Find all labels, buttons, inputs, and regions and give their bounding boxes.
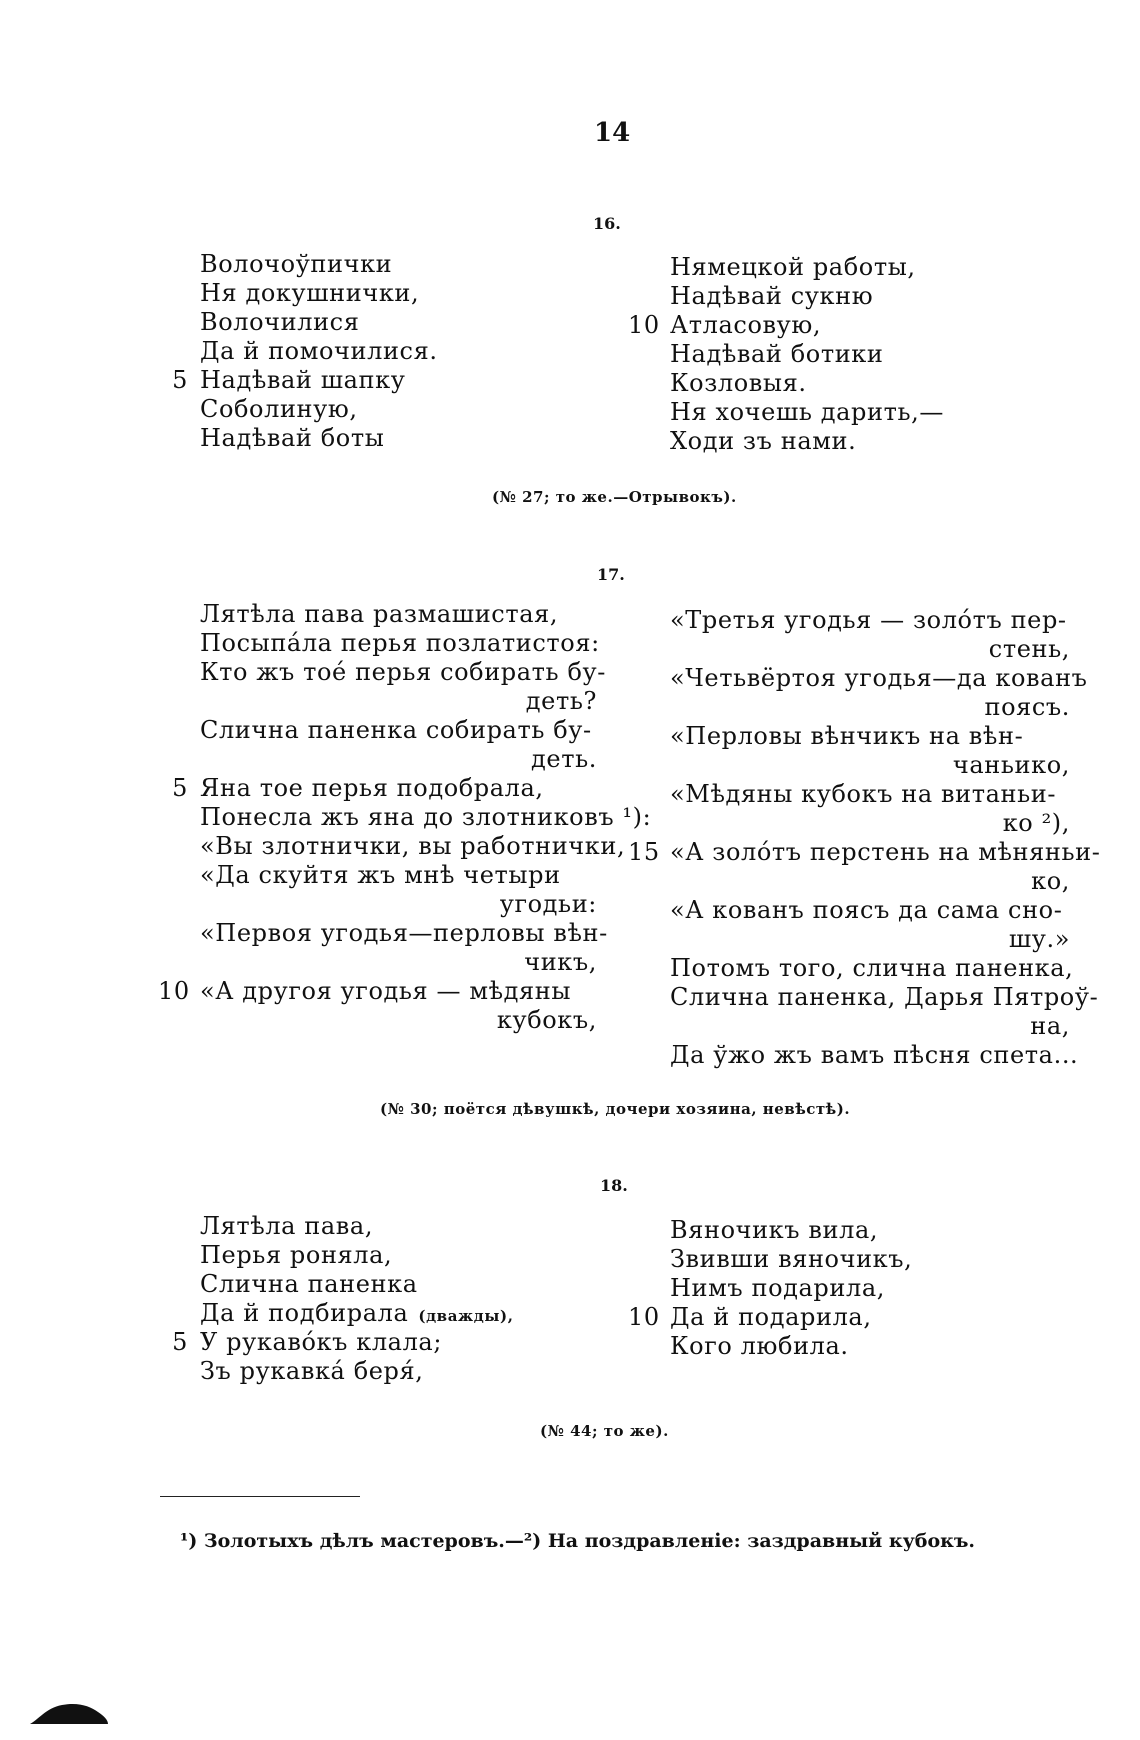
verse-text: Посыпа́ла перья позлатистоя: xyxy=(200,629,600,657)
verse-text: Понесла жъ яна до злотниковъ ¹): xyxy=(200,803,652,831)
verse-text: Волочилися xyxy=(200,308,360,336)
verse-line xyxy=(200,832,626,861)
verse-text: Кого любила. xyxy=(670,1332,849,1360)
verse-text: Козловыя. xyxy=(670,369,807,397)
verse-text: Лятѣла пава размашистая, xyxy=(200,600,559,628)
verse-line xyxy=(200,1270,530,1299)
verse-line xyxy=(670,664,1088,693)
verse-text: Нямецкой работы, xyxy=(670,253,916,281)
song-17-right-column xyxy=(628,606,1101,1070)
verse-text: Надѣвай ботики xyxy=(670,340,884,368)
verse-text: Да ўжо жъ вамъ пѣсня спета... xyxy=(670,1041,1079,1069)
verse-line xyxy=(670,1332,960,1361)
verse-text: Зъ рукавка́ беря́, xyxy=(200,1357,424,1385)
verse-line xyxy=(200,395,530,424)
verse-line xyxy=(670,722,1070,751)
line-number: 5 xyxy=(172,774,188,802)
verse-line xyxy=(670,340,960,369)
verse-text: «Да скуйтя жъ мнѣ четыри xyxy=(200,861,561,889)
footnote: ¹) Золотыхъ дѣлъ мастеровъ.—²) На поздравленіе: заздравный кубокъ. xyxy=(180,1530,976,1552)
repeat-note: (дважды), xyxy=(418,1307,514,1325)
verse-text: «А золо́тъ перстень на мѣняньи- xyxy=(670,838,1101,866)
line-number: 15 xyxy=(628,838,660,866)
verse-text: «Четьвёртоя угодья—да кованъ xyxy=(670,664,1088,692)
verse-text: Волочоўпички xyxy=(200,250,393,278)
verse-text: Надѣвай шапку xyxy=(200,366,406,394)
verse-text: «Вы злотнички, вы работнички, xyxy=(200,832,626,860)
verse-line xyxy=(628,838,1101,867)
verse-text: Надѣвай боты xyxy=(200,424,385,452)
song-16-left-column xyxy=(172,250,530,453)
verse-line xyxy=(158,977,597,1006)
song-source-note: (№ 27; то же.—Отрывокъ). xyxy=(492,488,737,506)
verse-continuation: ко ²), xyxy=(1002,809,1070,837)
verse-text: У рукаво́къ клала; xyxy=(200,1328,443,1356)
verse-continuation: ко, xyxy=(1031,867,1070,895)
line-number: 5 xyxy=(172,366,188,394)
verse-line xyxy=(200,1241,530,1270)
song-18-right-column xyxy=(628,1216,960,1361)
verse-line xyxy=(670,954,1074,983)
verse-text: Вяночикъ вила, xyxy=(670,1216,879,1244)
verse-line xyxy=(670,606,1070,635)
song-16-right-column xyxy=(628,253,960,456)
verse-line xyxy=(200,803,652,832)
verse-text: Слична паненка собирать бу- xyxy=(200,716,592,744)
verse-continuation: деть? xyxy=(525,687,597,715)
verse-line xyxy=(670,983,1099,1012)
verse-continuation: на, xyxy=(1030,1012,1070,1040)
verse-text: Надѣвай сукню xyxy=(670,282,874,310)
verse-line xyxy=(200,424,530,453)
verse-line xyxy=(200,658,606,687)
song-18-left-column xyxy=(172,1212,530,1386)
verse-line xyxy=(670,398,960,427)
verse-text: «Третья угодья — золо́тъ пер- xyxy=(670,606,1067,634)
page-number: 14 xyxy=(594,118,631,148)
verse-text: Яна тое перья подобрала, xyxy=(200,774,544,802)
verse-line xyxy=(670,896,1070,925)
verse-continuation: угодьи: xyxy=(499,890,597,918)
verse-text: «А кованъ поясъ да сама сно- xyxy=(670,896,1063,924)
verse-text: Ня хочешь дарить,— xyxy=(670,398,944,426)
verse-text: Да й подарила, xyxy=(670,1303,872,1331)
verse-continuation: шу.» xyxy=(1008,925,1070,953)
verse-line xyxy=(670,282,960,311)
verse-line xyxy=(200,337,530,366)
verse-continuation: кубокъ, xyxy=(496,1006,597,1034)
verse-line xyxy=(200,861,597,890)
verse-continuation: чикъ, xyxy=(524,948,597,976)
verse-line xyxy=(670,369,960,398)
verse-text: «А другоя угодья — мѣдяны xyxy=(200,977,572,1005)
verse-line xyxy=(670,1216,960,1245)
verse-text: Да й подбирала xyxy=(200,1299,409,1327)
verse-line xyxy=(200,600,597,629)
song-number: 18. xyxy=(600,1176,628,1195)
verse-line xyxy=(200,279,530,308)
verse-text: «Мѣдяны кубокъ на витаньи- xyxy=(670,780,1057,808)
verse-text: «Перловы вѣнчикъ на вѣн- xyxy=(670,722,1024,750)
verse-line xyxy=(628,1303,960,1332)
verse-line xyxy=(670,253,960,282)
verse-continuation: поясъ. xyxy=(984,693,1070,721)
verse-continuation: деть. xyxy=(531,745,597,773)
verse-line xyxy=(200,308,530,337)
line-number: 10 xyxy=(628,311,660,339)
song-source-note: (№ 44; то же). xyxy=(540,1422,669,1440)
verse-line xyxy=(628,311,960,340)
verse-text: «Первоя угодья—перловы вѣн- xyxy=(200,919,608,947)
verse-continuation: стень, xyxy=(988,635,1070,663)
verse-continuation: чаньико, xyxy=(952,751,1070,779)
line-number: 10 xyxy=(628,1303,660,1331)
song-number: 17. xyxy=(597,565,625,584)
verse-line xyxy=(670,427,960,456)
line-number: 5 xyxy=(172,1328,188,1356)
verse-text: Соболиную, xyxy=(200,395,358,423)
verse-line xyxy=(670,780,1070,809)
footnote-rule xyxy=(160,1496,360,1497)
verse-line xyxy=(172,366,530,395)
verse-text: Да й помочилися. xyxy=(200,337,438,365)
verse-line xyxy=(200,629,600,658)
verse-line xyxy=(670,1274,960,1303)
verse-text: Ня докушнички, xyxy=(200,279,420,307)
verse-line xyxy=(200,919,608,948)
verse-line xyxy=(200,250,530,279)
verse-line xyxy=(670,1041,1079,1070)
verse-line xyxy=(200,1299,530,1328)
verse-line xyxy=(200,1212,530,1241)
verse-text: Лятѣла пава, xyxy=(200,1212,374,1240)
verse-text: Ходи зъ нами. xyxy=(670,427,857,455)
line-number: 10 xyxy=(158,977,190,1005)
verse-line xyxy=(200,716,597,745)
verse-line xyxy=(670,1245,960,1274)
verse-line xyxy=(200,1357,530,1386)
verse-text: Нимъ подарила, xyxy=(670,1274,885,1302)
verse-text: Потомъ того, слична паненка, xyxy=(670,954,1074,982)
song-source-note: (№ 30; поётся дѣвушкѣ, дочери хозяина, невѣстѣ). xyxy=(380,1100,851,1118)
verse-text: Перья роняла, xyxy=(200,1241,393,1269)
song-number: 16. xyxy=(593,214,621,233)
verse-text: Кто жъ тое́ перья собирать бу- xyxy=(200,658,606,686)
verse-text: Звивши вяночикъ, xyxy=(670,1245,913,1273)
verse-line xyxy=(172,774,597,803)
verse-text: Слична паненка xyxy=(200,1270,418,1298)
verse-line xyxy=(172,1328,530,1357)
verse-text: Атласовую, xyxy=(670,311,822,339)
ink-blot xyxy=(28,1700,110,1726)
verse-text: Слична паненка, Дарья Пятроў- xyxy=(670,983,1099,1011)
